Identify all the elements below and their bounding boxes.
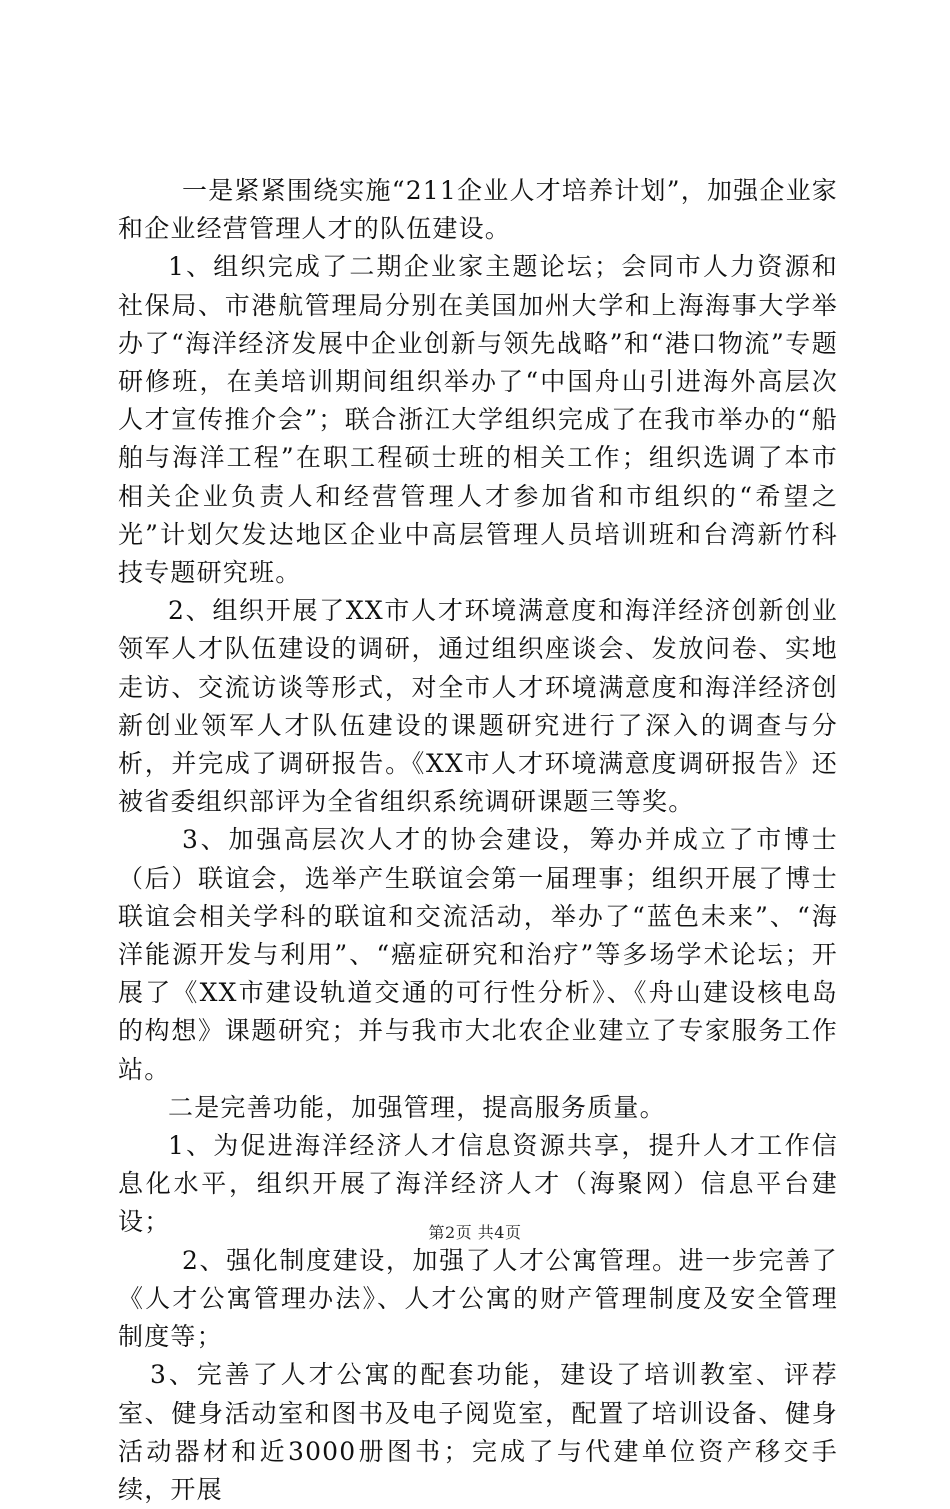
paragraph-section-two-heading: 二是完善功能，加强管理，提高服务质量。: [168, 1092, 666, 1122]
paragraph-item-2-regulations: 2、强化制度建设，加强了人才公寓管理。进一步完善了《人才公寓管理办法》、人才公寓的财产管理制度及安全管理制度等；: [118, 1245, 838, 1352]
paragraph-item-3-association: 3、加强高层次人才的协会建设，筹办并成立了市博士（后）联谊会，选举产生联谊会第一届理事；组织开展了博士联谊会相关学科的联谊和交流活动，举办了“蓝色未来”、“海洋能源开发与利用”、“癌症研究和治疗”等多场学术论坛；开展了《XX市建设轨道交通的可行性分析》、《舟山建设核电岛的构想》课题研究；并与我市大北农企业建立了专家服务工作站。: [118, 825, 838, 1084]
paragraph-item-1-forum: 1、组织完成了二期企业家主题论坛；会同市人力资源和社保局、市港航管理局分别在美国加州大学和上海海事大学举办了“海洋经济发展中企业创新与领先战略”和“港口物流”专题研修班，在美培训期间组织举办了“中国舟山引进海外高层次人才宣传推介会”；联合浙江大学组织完成了在我市举办的“船舶与海洋工程”在职工程硕士班的相关工作；组织选调了本市相关企业负责人和经营管理人才参加省和市组织的“希望之光”计划欠发达地区企业中高层管理人员培训班和台湾新竹科技专题研究班。: [118, 252, 838, 588]
paragraph-item-3-facilities: 3、完善了人才公寓的配套功能，建设了培训教室、评荐室、健身活动室和图书及电子阅览室，配置了培训设备、健身活动器材和近3000册图书；完成了与代建单位资产移交手续，开展: [118, 1360, 838, 1504]
paragraph-item-1-platform: 1、为促进海洋经济人才信息资源共享，提升人才工作信息化水平，组织开展了海洋经济人才（海聚网）信息平台建设；: [118, 1131, 838, 1237]
paragraph-section-one-heading: 一是紧紧围绕实施“211企业人才培养计划”，加强企业家和企业经营管理人才的队伍建设。: [118, 176, 838, 244]
paragraph-item-2-survey: 2、组织开展了XX市人才环境满意度和海洋经济创新创业领军人才队伍建设的调研，通过组织座谈会、发放问卷、实地走访、交流访谈等形式，对全市人才环境满意度和海洋经济创新创业领军人才队伍建设的课题研究进行了深入的调查与分析，并完成了调研报告。《XX市人才环境满意度调研报告》还被省委组织部评为全省组织系统调研课题三等奖。: [118, 596, 838, 817]
document-body: [118, 172, 838, 1509]
page-footer: 第2页 共4页: [428, 1223, 522, 1242]
